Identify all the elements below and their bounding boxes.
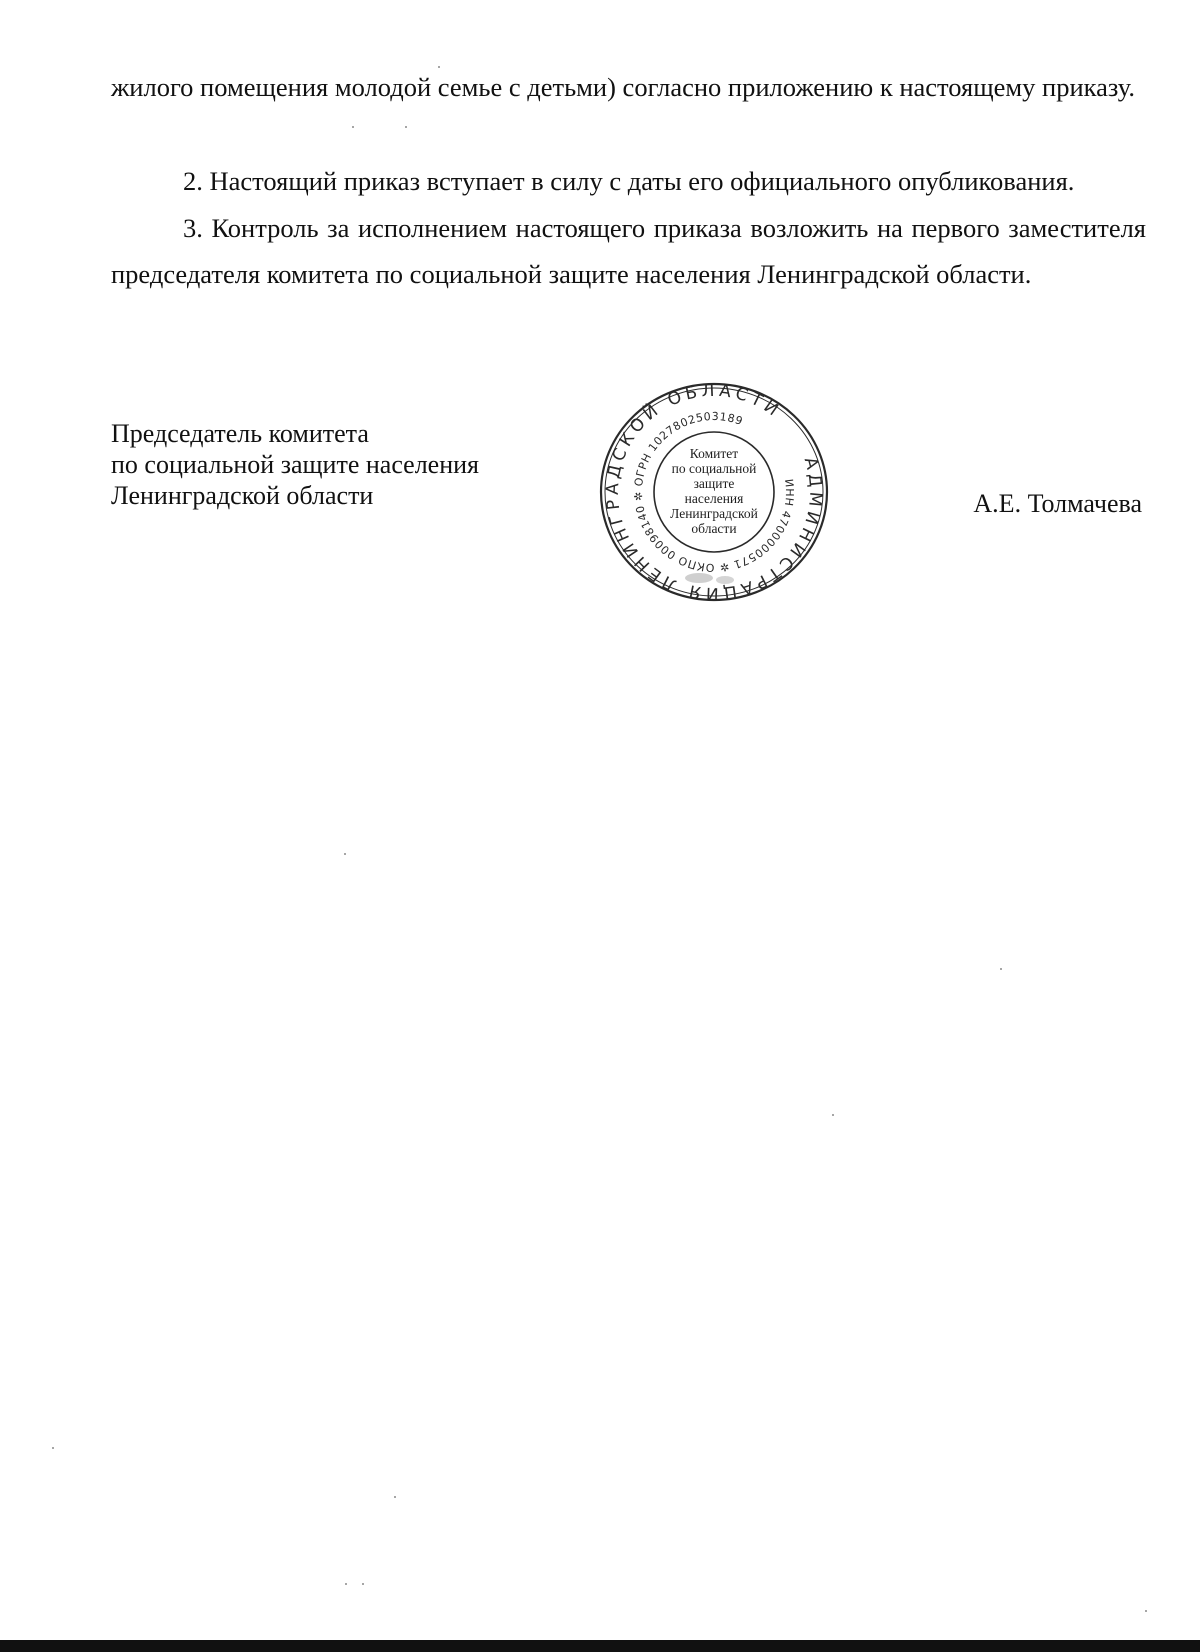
scan-speck — [394, 1496, 396, 1498]
signature-title-line-2: по социальной защите населения — [111, 450, 480, 479]
official-seal — [597, 380, 831, 604]
paragraph-item-2: 2. Настоящий приказ вступает в силу с даты его официального опубликования. — [183, 166, 1075, 196]
scan-speck — [52, 1447, 54, 1449]
seal-center-line: Ленинградской — [670, 506, 758, 521]
seal-outer-ring-text: АДМИНИСТРАЦИЯ ЛЕНИНГРАДСКОЙ ОБЛАСТИ — [602, 380, 826, 604]
seal-center-line: населения — [684, 491, 744, 506]
seal-smudge — [685, 573, 734, 584]
scan-speck — [345, 1583, 347, 1585]
scan-speck — [344, 853, 346, 855]
scan-speck — [1000, 968, 1002, 970]
signature-title-line-3: Ленинградской области — [111, 481, 374, 510]
paragraph-intro: жилого помещения молодой семье с детьми) согласно приложению к настоящему приказу. — [111, 72, 1136, 102]
scan-speck — [438, 66, 440, 68]
signature-title-line-1: Председатель комитета — [111, 419, 369, 448]
scan-speck — [352, 126, 354, 128]
seal-center-line: по социальной — [671, 461, 757, 476]
seal-inner-ring-text: ИНН 4700000571 ✲ ОКПО 00098140 ✲ ОГРН 1027802503189 — [631, 409, 797, 575]
signature-position — [111, 418, 479, 511]
scan-speck — [1145, 1610, 1147, 1612]
signatory-name: А.Е. Толмачева — [973, 489, 1142, 518]
scan-speck — [405, 126, 407, 128]
seal-center-line: Комитет — [689, 446, 739, 461]
paragraph-item-3: 3. Контроль за исполнением настоящего приказа возложить на первого заместителя председателя комитета по социальной защите населения Ленинградской области. — [111, 213, 1146, 289]
scan-bottom-edge — [0, 1640, 1200, 1652]
seal-center-text — [670, 446, 758, 536]
seal-center-line: защите — [693, 476, 735, 491]
seal-center-line: области — [691, 521, 737, 536]
scan-speck — [362, 1583, 364, 1585]
scan-speck — [832, 1114, 834, 1116]
